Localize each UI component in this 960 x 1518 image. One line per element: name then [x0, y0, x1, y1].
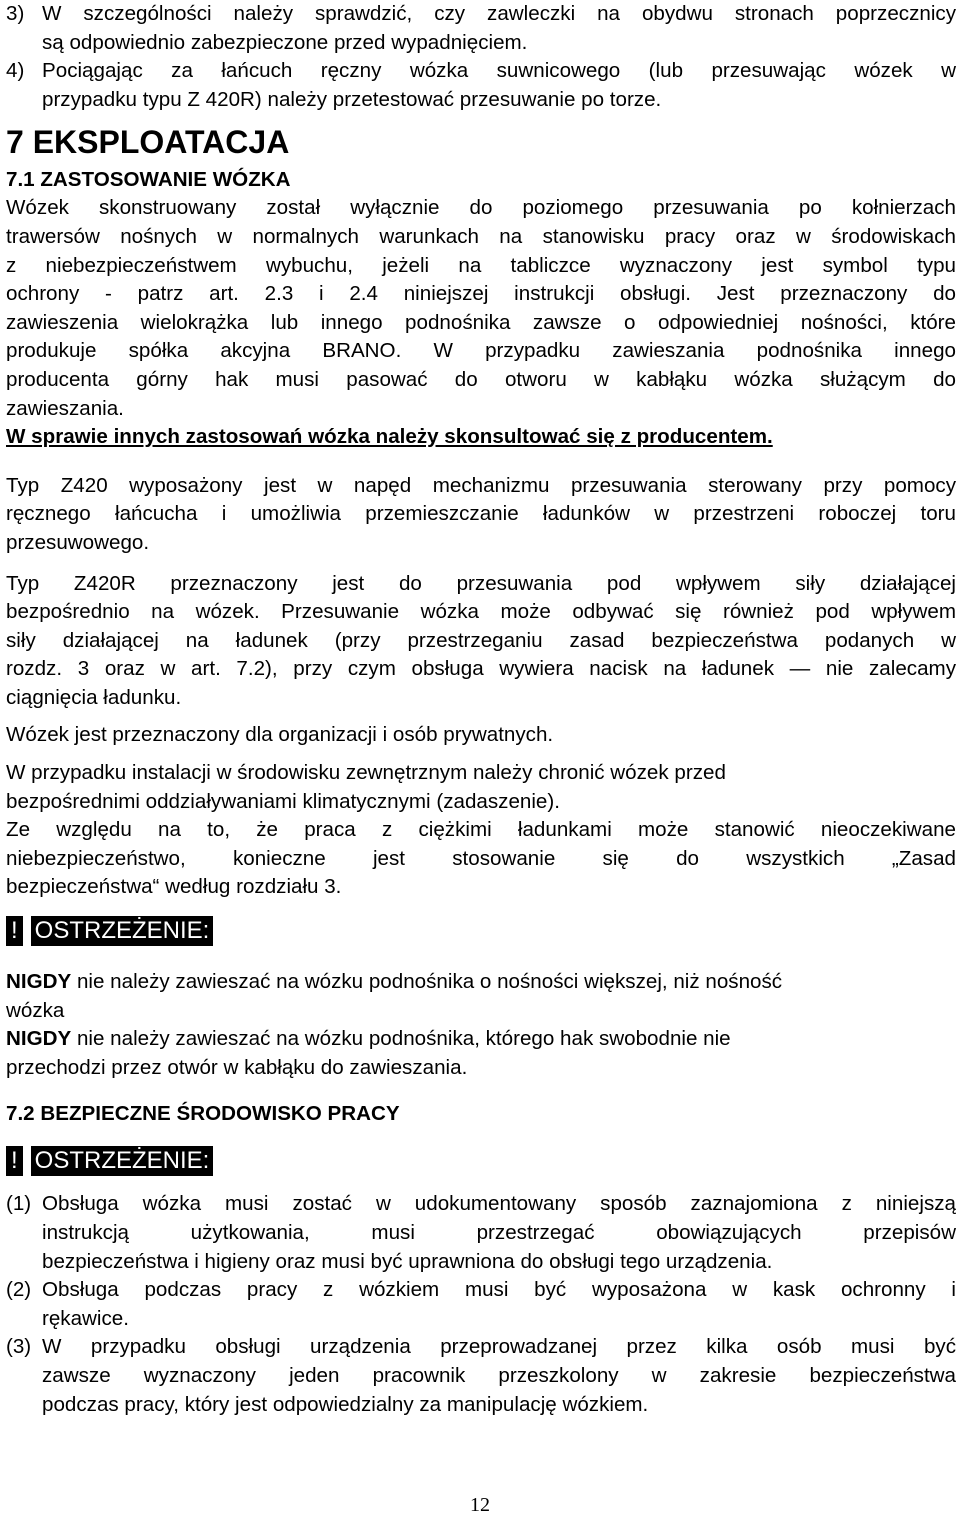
text-line: zawieszenia wielokrążka lub innego podnośnika zawsze o odpowiedniej nośności, które — [6, 310, 956, 334]
list-text: zawsze wyznaczony jeden pracownik przeszkolony w zakresie bezpieczeństwa — [42, 1363, 956, 1387]
text-line: rozdz. 3 oraz w art. 7.2), przy czym obsługa wywiera nacisk na ładunek — nie zalecamy — [6, 657, 956, 681]
list-text: rękawice. — [42, 1306, 129, 1330]
text-line: Wózek skonstruowany został wyłącznie do poziomego przesuwania po kołnierzach — [6, 196, 956, 220]
list-text: instrukcją użytkowania, musi przestrzegać obowiązujących przepisów — [42, 1221, 956, 1244]
text-line: Typ Z420R przeznaczony jest do przesuwania pod wpływem siły działającej — [6, 571, 956, 595]
paragraph-outdoor — [6, 759, 956, 816]
paragraph-heavy-loads — [6, 816, 956, 902]
text-line: produkuje spółka akcyjna BRANO. W przypadku zawieszania podnośnika innego — [6, 339, 956, 363]
never-text: nie należy zawieszać na wózku podnośnika o nośności większej, niż nośność — [71, 970, 783, 994]
text-line: z niebezpieczeństwem wybuchu, jeżeli na tabliczce wyznaczony jest symbol typu — [6, 253, 956, 277]
warning-exclamation-icon: ! — [6, 1146, 23, 1176]
warning-exclamation-icon: ! — [6, 916, 23, 946]
text-line: bezpośrednio na wózek. Przesuwanie wózka może odbywać się również pod wpływem — [6, 600, 956, 624]
list-number: (2) — [6, 1278, 32, 1302]
paragraph-z420r — [6, 570, 956, 713]
never-item-2 — [6, 1025, 956, 1082]
list-text: przypadku typu Z 420R) należy przetestować przesuwanie po torze. — [42, 87, 662, 111]
text-line: trawersów nośnych w normalnych warunkach na stanowisku pracy oraz w środowiskach — [6, 224, 956, 248]
text-line: W przypadku instalacji w środowisku zewnętrznym należy chronić wózek przed — [6, 761, 726, 785]
warning-label: OSTRZEŻENIE: — [31, 916, 214, 946]
list-item-3 — [6, 0, 956, 57]
paragraph-organizations: Wózek jest przeznaczony dla organizacji i osób prywatnych. — [6, 723, 554, 747]
text-line: Ze względu na to, że praca z ciężkimi ładunkami może stanowić nieoczekiwane — [6, 818, 956, 842]
subsection-title: 7.1 ZASTOSOWANIE WÓZKA — [6, 168, 291, 192]
list-text: W szczególności należy sprawdzić, czy zawleczki na obydwu stronach poprzecznicy — [42, 2, 956, 25]
page-number: 12 — [470, 1494, 490, 1516]
text-line: ochrony - patrz art. 2.3 i 2.4 niniejszej instrukcji obsługi. Jest przeznaczony do — [6, 282, 956, 306]
text-line: zawieszania. — [6, 396, 124, 420]
section-title: 7 EKSPLOATACJA — [6, 124, 290, 161]
safety-list-item-1 — [6, 1190, 956, 1276]
subsection-title: 7.2 BEZPIECZNE ŚRODOWISKO PRACY — [6, 1102, 400, 1126]
text-line: ręcznego łańcucha i umożliwia przemieszczanie ładunków w przestrzeni roboczej toru — [6, 502, 956, 526]
list-number: 3) — [6, 2, 25, 25]
text-line: bezpieczeństwa“ według rozdziału 3. — [6, 875, 342, 899]
list-number: (1) — [6, 1192, 32, 1216]
list-text: bezpieczeństwa i higieny oraz musi być uprawniona do obsługi tego urządzenia. — [42, 1249, 773, 1273]
list-text: podczas pracy, który jest odpowiedzialny za manipulację wózkiem. — [42, 1392, 649, 1416]
text-line: siły działającej na ładunek (przy przestrzeganiu zasad bezpieczeństwa podanych w — [6, 628, 956, 652]
list-text: Pociągając za łańcuch ręczny wózka suwnicowego (lub przesuwając wózek w — [42, 59, 956, 83]
list-text: są odpowiednio zabezpieczone przed wypadnięciem. — [42, 30, 528, 54]
list-text: Obsługa podczas pracy z wózkiem musi być wyposażona w kask ochronny i — [42, 1278, 956, 1302]
safety-list-item-3 — [6, 1333, 956, 1419]
text-line: producenta górny hak musi pasować do otworu w kabłąku wózka służącym do — [6, 367, 956, 391]
safety-list-item-2 — [6, 1276, 956, 1333]
paragraph-usage — [6, 194, 956, 451]
text-line: ciągnięcia ładunku. — [6, 685, 182, 709]
list-number: (3) — [6, 1335, 32, 1359]
never-text-continued: przechodzi przez otwór w kabłąku do zawieszania. — [6, 1055, 468, 1079]
paragraph-z420 — [6, 472, 956, 558]
warning-banner — [6, 916, 956, 946]
never-text-continued: wózka — [6, 998, 65, 1022]
never-item-1 — [6, 968, 956, 1025]
text-line: przesuwowego. — [6, 530, 150, 554]
never-keyword: NIGDY — [6, 1027, 72, 1051]
document-page — [6, 0, 956, 1419]
never-keyword: NIGDY — [6, 970, 72, 994]
bold-underlined-note: W sprawie innych zastosowań wózka należy skonsultować się z producentem. — [6, 425, 773, 449]
list-text: Obsługa wózka musi zostać w udokumentowany sposób zaznajomiona z niniejszą — [42, 1192, 956, 1216]
never-text: nie należy zawieszać na wózku podnośnika, którego hak swobodnie nie — [71, 1027, 731, 1051]
list-text: W przypadku obsługi urządzenia przeprowadzanej przez kilka osób musi być — [42, 1335, 956, 1359]
text-line: Typ Z420 wyposażony jest w napęd mechanizmu przesuwania sterowany przy pomocy — [6, 473, 956, 497]
list-item-4 — [6, 57, 956, 114]
warning-label: OSTRZEŻENIE: — [31, 1146, 214, 1176]
safety-list — [6, 1190, 956, 1419]
list-number: 4) — [6, 59, 25, 83]
text-line: niebezpieczeństwo, konieczne jest stosowanie się do wszystkich „Zasad — [6, 846, 956, 870]
warning-banner — [6, 1146, 956, 1176]
text-line: bezpośrednimi oddziaływaniami klimatycznymi (zadaszenie). — [6, 789, 560, 813]
